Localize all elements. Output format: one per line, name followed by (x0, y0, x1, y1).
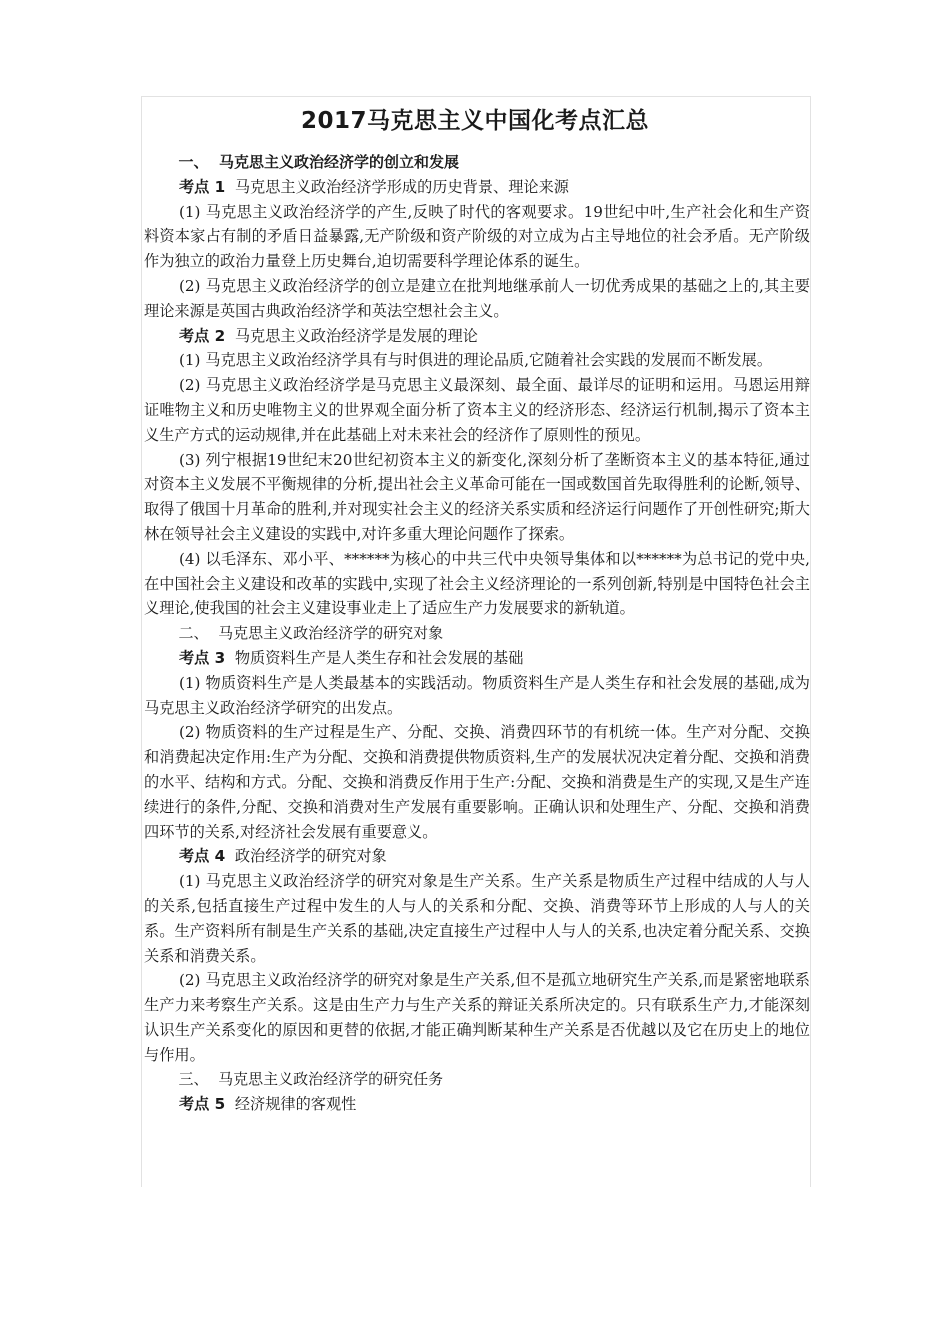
paragraph: (2) 物质资料的生产过程是生产、分配、交换、消费四环节的有机统一体。生产对分配、交换和消费起决定作用:生产为分配、交换和消费提供物质资料,生产的发展状况决定着分配、交换和消费的水平、结构和方式。分配、交换和消费反作用于生产:分配、交换和消费是生产的实现,又是生产连续进行的条件,分配、交换和消费对生产发展有重要影响。正确认识和处理生产、分配、交换和消费四环节的关系,对经济社会发展有重要意义。 (144, 723, 810, 841)
paragraph: (1) 马克思主义政治经济学具有与时俱进的理论品质,它随着社会实践的发展而不断发展。 (178, 351, 773, 370)
section-heading: 二、 马克思主义政治经济学的研究对象 (178, 624, 444, 643)
section-heading: 一、 马克思主义政治经济学的创立和发展 (178, 153, 459, 171)
paragraph: (4) 以毛泽东、邓小平、******为核心的中共三代中央领导集体和以******为总书记的党中央,在中国社会主义建设和改革的实践中,实现了社会主义经济理论的一系列创新,特别是中国特色社会主义理论,使我国的社会主义建设事业走上了适应生产力发展要求的新轨道。 (144, 549, 810, 618)
document-title: 2017马克思主义中国化考点汇总 (300, 108, 649, 134)
document-body (144, 150, 810, 1117)
point-heading: 考点 5 经济规律的客观性 (178, 1095, 357, 1114)
paragraph: (2) 马克思主义政治经济学是马克思主义最深刻、最全面、最详尽的证明和运用。马恩运用辩证唯物主义和历史唯物主义的世界观全面分析了资本主义的经济形态、经济运行机制,揭示了资本主义生产方式的运动规律,并在此基础上对未来社会的经济作了原则性的预见。 (144, 376, 810, 444)
point-heading: 考点 1 马克思主义政治经济学形成的历史背景、理论来源 (178, 177, 569, 196)
paragraph: (1) 马克思主义政治经济学的产生,反映了时代的客观要求。19世纪中叶,生产社会化和生产资料资本家占有制的矛盾日益暴露,无产阶级和资产阶级的对立成为占主导地位的社会矛盾。无产阶级作为独立的政治力量登上历史舞台,迫切需要科学理论体系的诞生。 (144, 202, 810, 271)
paragraph: (2) 马克思主义政治经济学的创立是建立在批判地继承前人一切优秀成果的基础之上的,其主要理论来源是英国古典政治经济学和英法空想社会主义。 (144, 276, 810, 320)
point-heading: 考点 3 物质资料生产是人类生存和社会发展的基础 (178, 648, 524, 667)
point-heading: 考点 2 马克思主义政治经济学是发展的理论 (178, 326, 478, 345)
paragraph: (2) 马克思主义政治经济学的研究对象是生产关系,但不是孤立地研究生产关系,而是紧密地联系生产力来考察生产关系。这是由生产力与生产关系的辩证关系所决定的。只有联系生产力,才能深刻认识生产关系变化的原因和更替的依据,才能正确判断某种生产关系是否优越以及它在历史上的地位与作用。 (144, 971, 810, 1064)
paragraph: (3) 列宁根据19世纪末20世纪初资本主义的新变化,深刻分析了垄断资本主义的基本特征,通过对资本主义发展不平衡规律的分析,提出社会主义革命可能在一国或数国首先取得胜利的论断,领导、取得了俄国十月革命的胜利,并对现实社会主义的经济关系实质和经济运行问题作了开创性研究;斯大林在领导社会主义建设的实践中,对许多重大理论问题作了探索。 (144, 450, 810, 543)
point-heading: 考点 4 政治经济学的研究对象 (178, 847, 387, 866)
section-heading: 三、 马克思主义政治经济学的研究任务 (178, 1070, 444, 1089)
paragraph: (1) 马克思主义政治经济学的研究对象是生产关系。生产关系是物质生产过程中结成的人与人的关系,包括直接生产过程中发生的人与人的关系和分配、交换、消费等环节上形成的人与人的关系。生产资料所有制是生产关系的基础,决定直接生产过程中人与人的关系,也决定着分配关系、交换关系和消费关系。 (144, 872, 810, 965)
paragraph: (1) 物质资料生产是人类最基本的实践活动。物质资料生产是人类生存和社会发展的基础,成为马克思主义政治经济学研究的出发点。 (144, 673, 810, 717)
